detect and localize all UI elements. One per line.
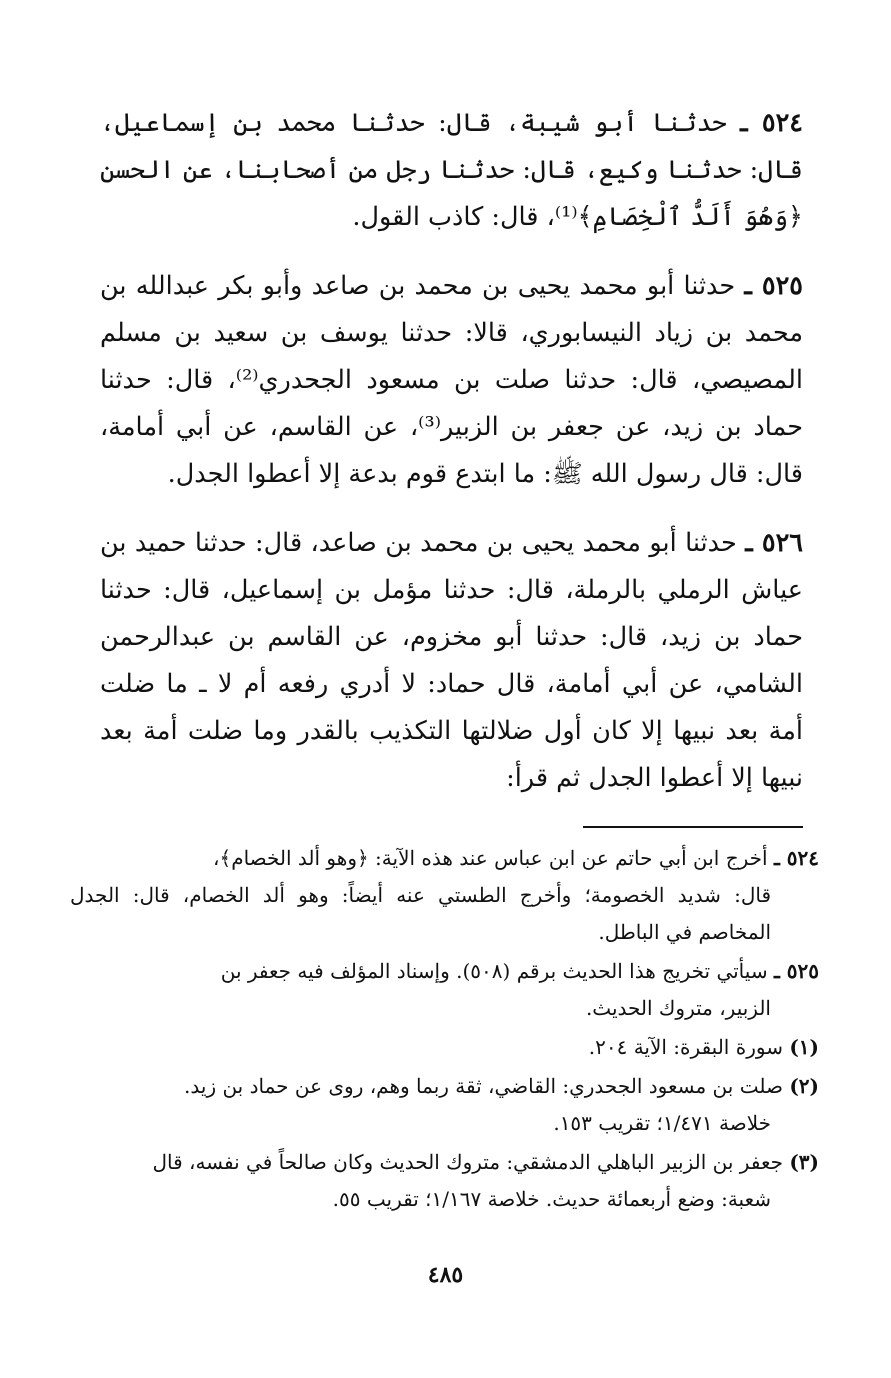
footnote-text: صلت بن مسعود الجحدري: القاضي، ثقة ربما وهم، روى عن حماد بن زيد. [184, 1074, 783, 1098]
footnote-marker: ٥٢٥ ـ [773, 959, 819, 983]
hadith-524 [100, 100, 803, 241]
footnote-continuation: خلاصة ١/٤٧١؛ تقريب ١٥٣. [553, 1111, 771, 1135]
footnote-continuation: قال: شديد الخصومة؛ وأخرج الطستي عنه أيضاً: وهو ألد الخصام، قال: الجدل المخاصم في الباطل. [70, 883, 771, 944]
footnote-text: سورة البقرة: الآية ٢٠٤. [588, 1035, 783, 1059]
hadith-526 [100, 520, 803, 802]
footnotes [70, 840, 819, 1220]
hadith-text: حدثنا أبو محمد يحيى بن محمد بن صاعد وأبو بكر عبدالله بن محمد بن زياد النيسابوري، قالا: حدثنا يوسف بن سعيد بن مسلم المصيصي، قال: حدثنا صلت بن مسعود الجحدري⁽²⁾، قال: حدثنا حماد بن زيد، عن جعفر بن الزبير⁽³⁾، عن القاسم، عن أبي أمامة، قال: قال رسول الله ﷺ: ما ابتدع قوم بدعة إلا أعطوا الجدل. [100, 271, 803, 489]
footnote-marker: ٥٢٤ ـ [773, 846, 819, 870]
footnote-525 [70, 953, 819, 1027]
footnote-marker: (١) [789, 1035, 819, 1059]
footnote-separator [583, 826, 803, 828]
hadith-text: حدثنا أبو شيبة، قال: حدثنا محمد بن إسماعيل، قال: حدثنا وكيع، قال: حدثنا رجل من أصحابنا، عن الحسن ﴿وَهُوَ أَلَدُّ ٱلْخِصَامِ﴾⁽¹⁾، قال: كاذب القول. [100, 108, 803, 232]
footnote-3 [70, 1144, 819, 1218]
hadith-number: ٥٢٦ ـ [745, 528, 803, 558]
footnote-continuation: الزبير، متروك الحديث. [585, 996, 771, 1020]
footnote-text: أخرج ابن أبي حاتم عن ابن عباس عند هذه الآية: ﴿وهو ألد الخصام﴾، [213, 846, 768, 870]
hadith-number: ٥٢٥ ـ [744, 271, 803, 301]
hadith-number: ٥٢٤ ـ [740, 108, 803, 138]
footnote-continuation: شعبة: وضع أربعمائة حديث. خلاصة ١/١٦٧؛ تقريب ٥٥. [332, 1187, 771, 1211]
hadith-text: حدثنا أبو محمد يحيى بن محمد بن صاعد، قال: حدثنا حميد بن عياش الرملي بالرملة، قال: حدثنا مؤمل بن إسماعيل، قال: حدثنا حماد بن زيد، قال: حدثنا أبو مخزوم، عن القاسم بن عبدالرحمن الشامي، عن أبي أمامة، قال حماد: لا أدري رفعه أم لا ـ ما ضلت أمة بعد نبيها إلا كان أول ضلالتها التكذيب بالقدر وما ضلت أمة بعد نبيها إلا أعطوا الجدل ثم قرأ: [100, 528, 803, 793]
footnote-2 [70, 1068, 819, 1142]
footnote-524 [70, 840, 819, 951]
footnote-text: جعفر بن الزبير الباهلي الدمشقي: متروك الحديث وكان صالحاً في نفسه، قال [152, 1150, 783, 1174]
footnote-marker: (٣) [789, 1150, 819, 1174]
main-text [100, 100, 803, 824]
footnote-1 [70, 1029, 819, 1066]
hadith-525 [100, 263, 803, 498]
footnote-text: سيأتي تخريج هذا الحديث برقم (٥٠٨). وإسناد المؤلف فيه جعفر بن [220, 959, 768, 983]
footnote-marker: (٢) [789, 1074, 819, 1098]
page-number: ٤٨٥ [427, 1262, 464, 1288]
